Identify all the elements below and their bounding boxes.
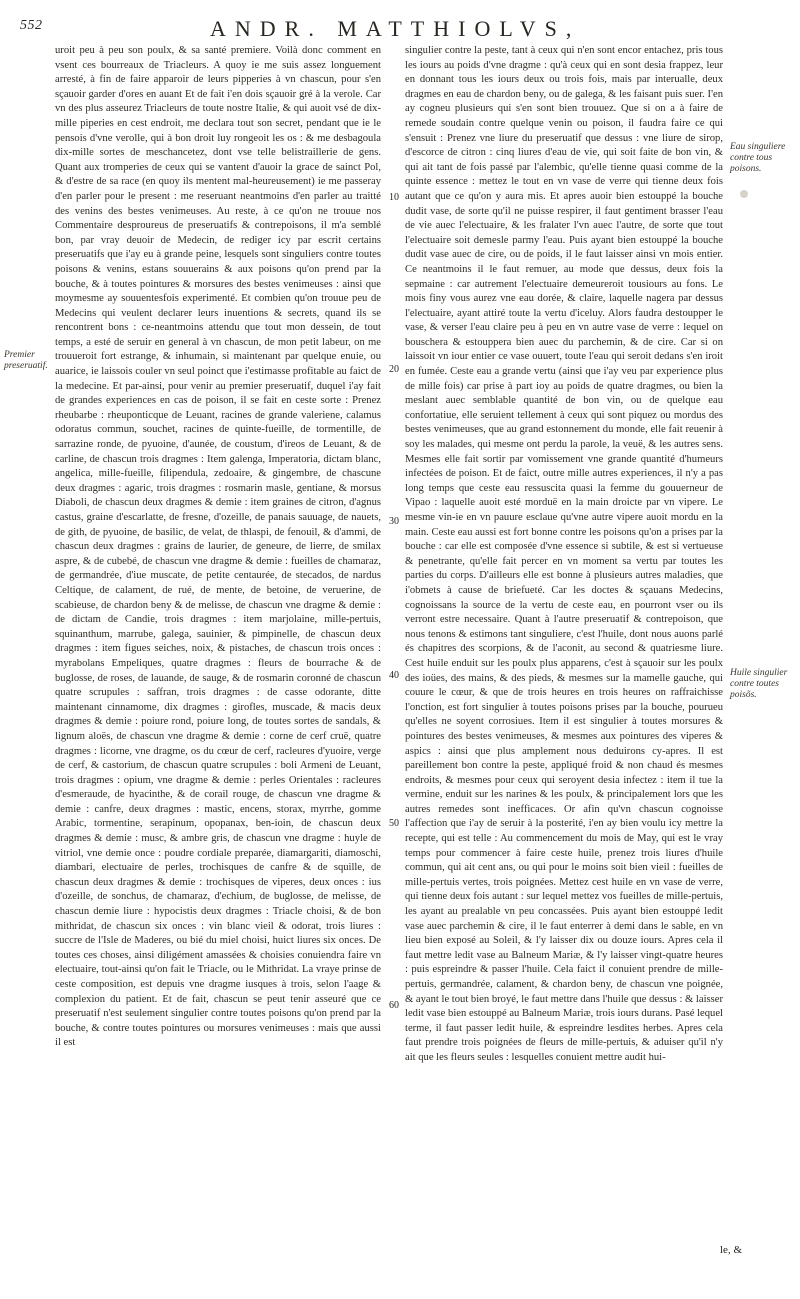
line-number: 20 <box>389 364 399 375</box>
ink-spot <box>740 190 748 198</box>
right-column-text: singulier contre la peste, tant à ceux qui n'en sont encor entachez, pris tous les iours au poids d'vne dragme : qu'à ceux qui en sont desia frappez, leur en donnant tous les iours deux ou trois fois, mais par interualle, deux dragmes en eau de chardon beny, ou de galega, & les faisant puis suer. I'en ay cogneu plusieurs qui s'en sont bien trouuez. Que si on a à faire de remede soudain contre quelque venin ou poison, il faudra faire ce qui s'ensuit : Prenez vne liure du preseruatif que dessus : vne liure de sirop, d'escorce de citron : cinq liures d'eau de vie, qui soit faite de bon vin, & qui ait tant de fois passé par l'alembic, qu'elle tienne quasi comme de la quinte essence : mettez le tout en vn vase de verre qui tienne deux fois autant que ce qu'on y aura mis. Et apres auoir bien estouppé la bouche dudit vase, de sorte qu'il ne puisse respirer, il faut gentiment brasser l'eau de vie auec l'electuaire, & les fralater l'vn auec l'autre, de sorte que tout l'electuaire soit demesle parmy l'eau. Puis ayant bien estouppé la bouche dudit vase auec de cire, ou de poids, il le faut laisser ainsi vn mois entier. Ce neantmoins il le faut remuer, au mode que dessus, deux fois la sepmaine : car autrement l'electuaire demeureroit tousiours au fons. Le mois finy vous aurez vne eau dorée, & claire, laquelle nagera par dessus l'electuaire, ayant attiré toute la vertu d'iceluy. Alors faudra destoupper le vase, & verser l'eau claire peu à peu en vn autre vase de verre : lequel on bouschera & estouppera bien auec du parchemin, & de cire. Car si on laissoit vn iour entier ce vase ouuert, toute l'eau qui seroit dedans s'en iroit en fumée. Ceste eau a grande vertu (ainsi que i'ay veu par experience plus de mille fois) car prise à part ioy au poids de quatre dragmes, ou bien la meslant auec semblable quantité de bon vin, ou de quelque eau confortatiue, elle seruient tellement à ceux qui sont piquez ou mordus des bestes venimeuses, que au grand estonnement du monde, elle fait reuenir à soy les malades, qui mesme ont perdu la parole, la veuë, & les autres sens. Mesmes elle fait sortir par vomissement vne grande quantité d'humeurs infectées de poison. Et de faict, outre mille autres experiences, il n'y a pas long temps que ceste eau ressuscita quasi la femme du gouuerneur de Vipao : laquelle auoit esté morduë en la main droicte par vn vipere. Le mesme vin-ie en vn pauure esclaue qu'vne autre vipere auoit mordu en la main. Ceste eau aussi est fort bonne contre les poisons qu'on a prises par la bouche : car elle est composée d'vne essence si subtile, & est si vertueuse & penetrante, qu'elle fait percer en vn moment sa vertu par toutes les parties du corps. D'ailleurs elle est bonne à plusieurs autres maladies, que i'obmets à cause de briefueté. Car les doctes & sçauans Medecins, cognoissans la source de la vertu de ceste eau, en pourront vser ou ils verront estre necessaire. Quant à l'autre preseruatif & contrepoison, que nous tenons & estimons tant singuliere, c'est l'huile, dont nous auons parlé és chapitres des scorpions, & de l'aconit, au second & quatriesme liure. Cest huile enduit sur les poulx plus apparens, c'est à sçauoir sur les poulx des ioües, des mains, & des pieds, & mesmes sur la mamelle gauche, qui couure le cœur, & que de trois heures en trois heures on raffraichisse l'onction, est fort singulier à toutes poisons prises par la bouche, pourueu qu'elles ne soyent corrosiues. Item il est singulier à toutes morsures & pointures des bestes venimeuses, & mesmes aux pointures des viperes & aspics : ainsi que plus amplement nous deduirons cy-apres. Il est pareillement bon contre la peste, appliqué froid & non chaud és mesmes endroits, & mesmes pour ceux qui seroyent desia infectez : item il tue la vermine, enduit sur les narines & les poulx, & principalement lors que les autres remedes sont inefficaces. Or afin qu'vn chascun cognoisse l'affection que i'ay de seruir à la posterité, i'en ay bien voulu icy mettre la recepte, qui est telle : Au commencement du mois de May, qui est le vray temps pour commencer à faire ceste huile, prenez trois liures d'huile commun, qui ait cent ans, ou qui pour le moins soit bien vieil : fueilles de mille-pertuis vertes, trois poignées. Mettez cest huile en vn vase de verre, qui tienne deux fois autant : sur lequel mettez vos fueilles de mille-pertuis, les ayant au prealable vn peu concassées. Puis ayant bien estouppé ledit vase auec parchemin & cire, il le faut enterrer à demi dans le sable, en vn lieu bien exposé au Soleil, & l'y laisser dix ou douze iours. Apres cela il faut mettre ledit vase au Balneum Mariæ, & l'y laisser vingt-quatre heures : puis espreindre & passer l'huile. Cela faict il conuient prendre de mille-pertuis, germandrée, calament, & chardon beny, de chascun vne poignée, & ayant le tout bien broyé, le faut mettre dans l'huile que dessus : & laisser ledit vase bien estouppé au Balneum Mariæ, trois iours durans. Pasé lequel terme, il faut passer ledit huile, & espreindre lesdites herbes. Apres cela faut prendre trois poignées de fleurs de mille-pertuis, & aduiser qu'il n'y ait que les fleurs seules : lesquelles conuient mettre audit hui- <box>405 45 723 1063</box>
right-column <box>405 44 723 1066</box>
line-number: 40 <box>389 670 399 681</box>
margin-note-premier-preseruatif: Premier preseruatif. <box>4 350 48 371</box>
running-title: ANDR. MATTHIOLVS, <box>210 16 581 41</box>
line-number: 30 <box>389 516 399 527</box>
running-head <box>20 16 800 46</box>
catchword: le, & <box>720 1244 742 1256</box>
margin-note-huile-singulier: Huile singulier contre toutes poisõs. <box>730 668 788 700</box>
line-number: 50 <box>389 818 399 829</box>
line-number: 10 <box>389 192 399 203</box>
left-column-text: uroit peu à peu son poulx, & sa santé premiere. Voilà donc comment en vsent ces bourreaux de Triacleurs. A quoy ie me suis assez longuement arresté, à fin de faire apparoir de leurs pipperies à vn chascun, pour s'en sçauoir garder d'ores en auant Et de fait i'en dois sçauoir gré à la verole. Car vn des plus asseurez Triacleurs de toute nostre Italie, & qui auoit vsé de dix-mille piperies en cest endroit, me declara tout son secret, pendant que ie le pensois d'vne verolle, qui à bon droit luy rongeoit les os : & me desbagoula dix-mille sortes de meschancetez, dont vse telle belistraillerie de gens. Quant aux tromperies de ceux qui se vantent d'auoir la grace de sainct Pol, & d'estre de sa race (en quoy ils mentent mal-heureusement) ie me passeray d'en parler pour le present : me reseruant neantmoins d'en parler au traitté des venins des bestes venimeuses. Au reste, à ce qu'on ne trouue nos Commentaire desproureus de preseruatifs & contrepoisons, il m'a semblé bon, par vray deuoir de Medecin, de rediger icy par escrit certains preseruatifs que i'ay eu à grande peine, lesquels sont singuliers contre toutes poisons & venins, estans souuerains & aux poisons qu'on prend par la bouche, & à toutes pointures & morsures des bestes venimeuses : ainsi que moymesme ay souuentesfois experimenté. Et combien qu'on trouue peu de Medecins qui veulent declarer leurs inuentions & secrets, quand ils se rencontrent bons : ce-neantmoins attendu que tout mon dessein, de tout temps, a esté de seruir en general à vn chascun, de mon petit labeur, on me trouueroit fort estrange, & inhumain, si maintenant par quelque enuie, ou auarice, ie laissois couler vn seul poinct que i'estimasse profitable au faict de la medecine. Et par-ainsi, pour venir au premier preseruatif, duquel i'ay fait de grandes experiences en cas de poison, il se fait en ceste sorte : Prenez rheubarbe : rheuponticque de Leuant, racines de grande valeriene, calamus odoratus commun, souchet, racines de quinte-fueille, de tormentille, de sarrazine ronde, de pyuoine, d'aunée, de coustum, d'ireos de Leuant, & de carline, de chascun trois dragmes : Item galenga, Imperatoria, dictam blanc, angelica, mille-fueille, filipendula, zedoaire, & gingembre, de chascune deux dragmes : agaric, trois dragmes : rosmarin masle, gentiane, & morsus Diaboli, de chascun deux dragmes & demie : item graines de citron, d'agnus castus, graine d'escarlatte, de fresne, d'ozeille, de panais sauuage, de nauets, de gith, de pyuoine, de basilic, de velat, de thlaspi, de fenouil, & d'ammi, de chascun deux dragmes : grains de laurier, de geneure, de lierre, de smilax aspre, & de cubebé, de chascun vne dragme & demie : fueilles de chamaraz, de germandrée, d'iue muscate, de petite centaurée, de stecados, de nardus Celtique, de calament, de rué, de mente, de betoine, de veruerine, de scabieuse, de chardon beny & de melisse, de chascun vne dragme & demie : de dictam de Candie, trois dragmes : item marjolaine, mille-pertuis, squinanthum, marrube, galega, sauinier, & pimpinelle, de chascun deux dragmes : item figues seiches, noix, & pistaches, de chascun trois onces : myrabolans Empeliques, quatre dragmes : fleurs de bourrache & de buglosse, de roses, de lauande, de sauge, & de rosmarin coronné de chascun quatre scrupules : saffran, trois dragmes : de casse odorante, ditte maintenant cinnamome, dix dragmes : girofles, muscade, & macis deux dragmes & demie : poiure rond, poiure long, de toutes sortes de sandals, & lignum aloës, de chascun vne dragme & demie : corne de cerf cruë, quatre dragmes : licorne, vne dragme, os du cœur de cerf, racleures d'yuoire, verge de cerf, & castorium, de chascun quatre scrupules : boli Armeni de Leuant, trois dragmes : opium, vne dragme & demie : perles Orientales : racleures d'esmeraude, de hyacinthe, & de corail rouge, de chascun vne dragme & demie : canfre, deux dragmes : mastic, encens, storax, myrrhe, gomme Arabic, tormentine, serapinum, opopanax, ben-ioin, de chascun deux dragmes & demie : musc, & ambre gris, de chascun vne dragme : huyle de vitriol, vne demie once : poudre cordiale preparée, diamargariti, diamoschi, diambari, electuaire de perles, trochisques de canfre & de squille, de chascun deux dragmes & demie : trochisques de viperes, deux onces : ius d'ozeille, de sonchus, de chamaraz, d'echium, de buglosse, de melisse, de chascun demie liure : hypocistis deux dragmes : Triacle choisi, & de bon mithridat, de chascun six onces : vin blanc vieil & odorat, trois liures : succre de l'Isle de Maderes, ou bié du miel choisi, huict liures six onces. De toutes ces choses, ainsi diligément amassées & choisies conuiendra faire vn electuaire, tout-ainsi qu'on fait le Triacle, ou le Mithridat. La vraye prinse de ceste composition, est depuis vne dragme iusques à trois, selon l'aage & complexion du patient. Et de fait, chascun se peut tenir asseuré que ce preseruatif n'est seulement singulier contre toutes poisons qu'on prend par la bouche, & contre toutes pointures ou morsures venimeuses : mais que aussi il est <box>55 45 381 1049</box>
line-number: 60 <box>389 1000 399 1011</box>
line-numbers <box>384 44 404 1244</box>
page-number: 552 <box>20 18 43 33</box>
margin-note-eau-singuliere: Eau singuliere contre tous poisons. <box>730 142 786 174</box>
left-column <box>55 44 381 1051</box>
